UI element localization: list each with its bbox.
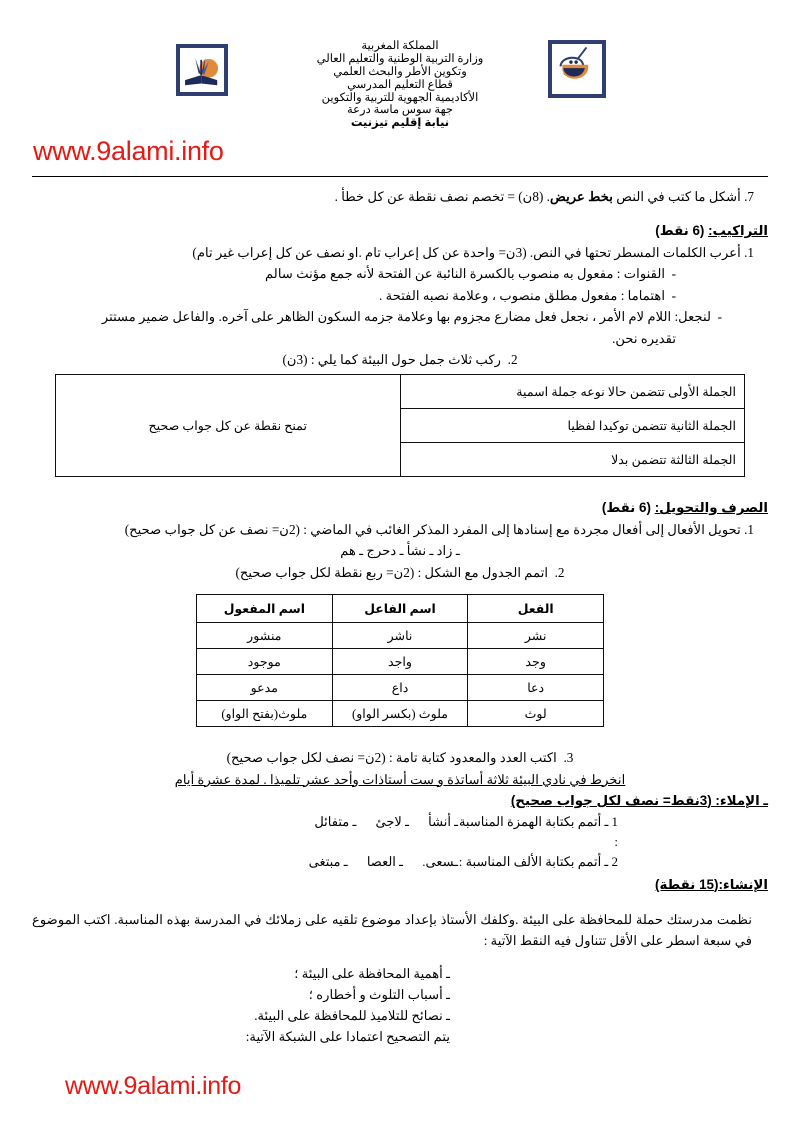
ministry-line-3: وتكوين الأطر والبحث العلمي [333, 65, 467, 78]
document-header [0, 32, 800, 152]
imla-1-word-2: ـ لاجئ [375, 813, 409, 829]
sarf-question-1 [32, 519, 768, 540]
insha-bullet-3: ـ نصائح للتلاميذ للمحافظة على البيئة. [254, 1008, 450, 1024]
section-tarakib-points: (6 نقط) [655, 223, 709, 239]
delegation-line: نيابة إقليم تيزنيت [350, 117, 450, 130]
morphology-table [196, 594, 604, 727]
question-7-text-before: أشكل ما كتب في النص [616, 189, 741, 204]
table-row [197, 675, 604, 701]
table-row [197, 649, 604, 675]
sentence-cell-2: الجملة الثانية تتضمن توكيدا لفظيا [400, 409, 745, 443]
table-row [197, 623, 604, 649]
question-7-bold: بخط عريض [549, 189, 613, 204]
insha-bullet-2: ـ أسباب التلوث و أخطاره ؛ [308, 987, 450, 1003]
sentences-table-note: تمنح نقطة عن كل جواب صحيح [56, 375, 401, 477]
morph-cell-verb-2: وجد [468, 649, 604, 675]
imla-item-1-label: 1 ـ أتمم بكتابة الهمزة المناسبة : [458, 813, 618, 849]
imla-item-2 [32, 852, 768, 872]
morph-cell-active-4: ملوث (بكسر الواو) [332, 701, 468, 727]
sarf-verbs-line: ـ زاد ـ نشأ ـ دحرج ـ هم [340, 543, 460, 559]
imla-item-2-label: 2 ـ أتمم بكتابة الألف المناسبة : [458, 853, 618, 869]
ministry-line-1: المملكة المغربية [361, 40, 439, 52]
imla-2-word-3: ـ مبتغى [308, 853, 348, 869]
watermark-bottom: www.9alami.info [65, 1072, 242, 1100]
question-7-number: 7. [744, 189, 754, 204]
insha-bullet-1: ـ أهمية المحافظة على البيئة ؛ [294, 966, 450, 982]
morph-cell-active-2: واجد [332, 649, 468, 675]
tarakib-q2-number: 2. [507, 351, 518, 367]
table-row [56, 375, 745, 409]
imla-item-1 [32, 812, 768, 852]
section-sarf-points: (6 نقط) [601, 500, 655, 516]
morph-cell-passive-1: منشور [197, 623, 333, 649]
tarakib-answer-3-wrap: تقديره نحن. [612, 330, 676, 346]
morph-cell-verb-1: نشر [468, 623, 604, 649]
morph-cell-verb-3: دعا [468, 675, 604, 701]
sarf-q3-number: 3. [563, 750, 574, 766]
sarf-q2-number: 2. [554, 564, 565, 580]
imla-2-word-2: ـ العصا [366, 853, 403, 869]
morph-cell-active-3: داع [332, 675, 468, 701]
tarakib-question-2 [32, 349, 768, 370]
morph-header-passive: اسم المفعول [197, 595, 333, 623]
section-insha-title: الإنشاء: [718, 877, 768, 893]
imla-1-word-1: ـ أنشأ [428, 813, 458, 829]
sarf-question-2 [32, 562, 768, 583]
section-imla-points: (3نقط= نصف لكل جواب صحيح) [510, 792, 716, 808]
morph-cell-passive-2: موجود [197, 649, 333, 675]
sarf-q3-sentence: انخرط في نادي البيئة ثلاثة أساتذة و ست أستاذات وأحد عشر تلميذا . لمدة عشرة أيام [174, 771, 626, 787]
ministry-line-6: جهة سوس ماسة درعة [347, 104, 453, 117]
morph-cell-passive-4: ملوث(بفتح الواو) [197, 701, 333, 727]
morph-header-active: اسم الفاعل [332, 595, 468, 623]
tarakib-q1-text: أعرب الكلمات المسطر تحتها في النص. (3ن= واحدة عن كل إعراب تام .او نصف عن كل إعراب غير تام) [192, 245, 741, 261]
morph-cell-active-1: ناشر [332, 623, 468, 649]
imla-item-2-words [193, 852, 458, 872]
morph-header-verb: الفعل [468, 595, 604, 623]
tarakib-answer-2 [32, 285, 768, 306]
tarakib-answer-3-dash: - [711, 309, 722, 325]
sentence-cell-3: الجملة الثالثة تتضمن بدلا [400, 443, 745, 477]
document-body [32, 186, 768, 1048]
imla-1-word-3: ـ متفائل [314, 813, 357, 829]
question-7 [32, 186, 768, 207]
section-insha-points: (15 نقطة) [655, 877, 719, 893]
sarf-q2-text: اتمم الجدول مع الشكل : (2ن= ربع نقطة لكل جواب صحيح) [235, 564, 549, 580]
ministry-line-2: وزارة التربية الوطنية والتعليم العالي [316, 52, 484, 65]
tarakib-answer-1-text: القنوات : مفعول به منصوب بالكسرة النائبة عن الفتحة لأنه جمع مؤنث سالم [265, 266, 665, 282]
ministry-line-4: قطاع التعليم المدرسي [347, 78, 453, 91]
sentence-cell-1: الجملة الأولى تتضمن حالا نوعه جملة اسمية [400, 375, 745, 409]
insha-closing: يتم التصحيح اعتمادا على الشبكة الآتية: [245, 1028, 450, 1044]
section-sarf-title: الصرف والتحويل: [654, 500, 768, 516]
table-header-row [197, 595, 604, 623]
sentences-table [55, 374, 745, 477]
morph-cell-verb-4: لوث [468, 701, 604, 727]
header-divider [32, 176, 768, 177]
insha-bullets [32, 964, 768, 1027]
ministry-heading [0, 40, 800, 130]
imla-item-1-words [193, 812, 458, 852]
insha-paragraph: نظمت مدرستك حملة للمحافظة على البيئة .وكلفك الأستاذ بإعداد موضوع تلقيه على زملائك في المدرسة بهذه المناسبة. اكتب الموضوع في سبعة اسطر على الأقل تتناول فيه النقط الآتية : [32, 911, 752, 949]
watermark-top: www.9alami.info [33, 136, 224, 166]
tarakib-question-1 [32, 242, 768, 263]
sarf-q1-text: تحويل الأفعال إلى أفعال مجردة مع إسنادها إلى المفرد المذكر الغائب في الماضي : (2ن= نصف عن كل جواب صحيح) [124, 522, 741, 538]
tarakib-q2-text: ركب ثلاث جمل حول البيئة كما يلي : (3ن) [282, 351, 502, 367]
imla-2-word-1: ـسعى. [422, 853, 458, 869]
sarf-question-3 [32, 747, 768, 768]
sarf-q3-text: اكتب العدد والمعدود كتابة تامة : (2ن= نصف لكل جواب صحيح) [226, 750, 557, 766]
tarakib-answer-2-dash: - [665, 287, 676, 303]
tarakib-answer-3 [32, 306, 768, 327]
ministry-line-5: الأكاديمية الجهوية للتربية والتكوين [321, 91, 479, 104]
tarakib-answer-2-text: اهتماما : مفعول مطلق منصوب ، وعلامة نصبه الفتحة . [379, 287, 665, 303]
sarf-q1-number: 1. [744, 522, 754, 538]
section-imla-heading [32, 790, 768, 812]
section-sarf-heading [32, 497, 768, 519]
section-imla-title: ـ الإملاء: [715, 792, 768, 808]
section-tarakib-title: التراكيب: [708, 223, 768, 239]
tarakib-answer-1 [32, 263, 768, 284]
section-insha-heading [32, 874, 768, 896]
question-7-text-after: . (8ن) = تخصم نصف نقطة عن كل خطأ . [334, 189, 550, 204]
tarakib-answer-1-dash: - [665, 266, 676, 282]
morph-cell-passive-3: مدعو [197, 675, 333, 701]
table-row [197, 701, 604, 727]
tarakib-answer-3-text: لنجعل: اللام لام الأمر ، نجعل فعل مضارع مجزوم بها وعلامة جزمه السكون الظاهر على آخره. والفاعل ضمير مستتر [101, 309, 711, 325]
tarakib-q1-number: 1. [744, 245, 754, 261]
section-tarakib-heading [32, 220, 768, 242]
